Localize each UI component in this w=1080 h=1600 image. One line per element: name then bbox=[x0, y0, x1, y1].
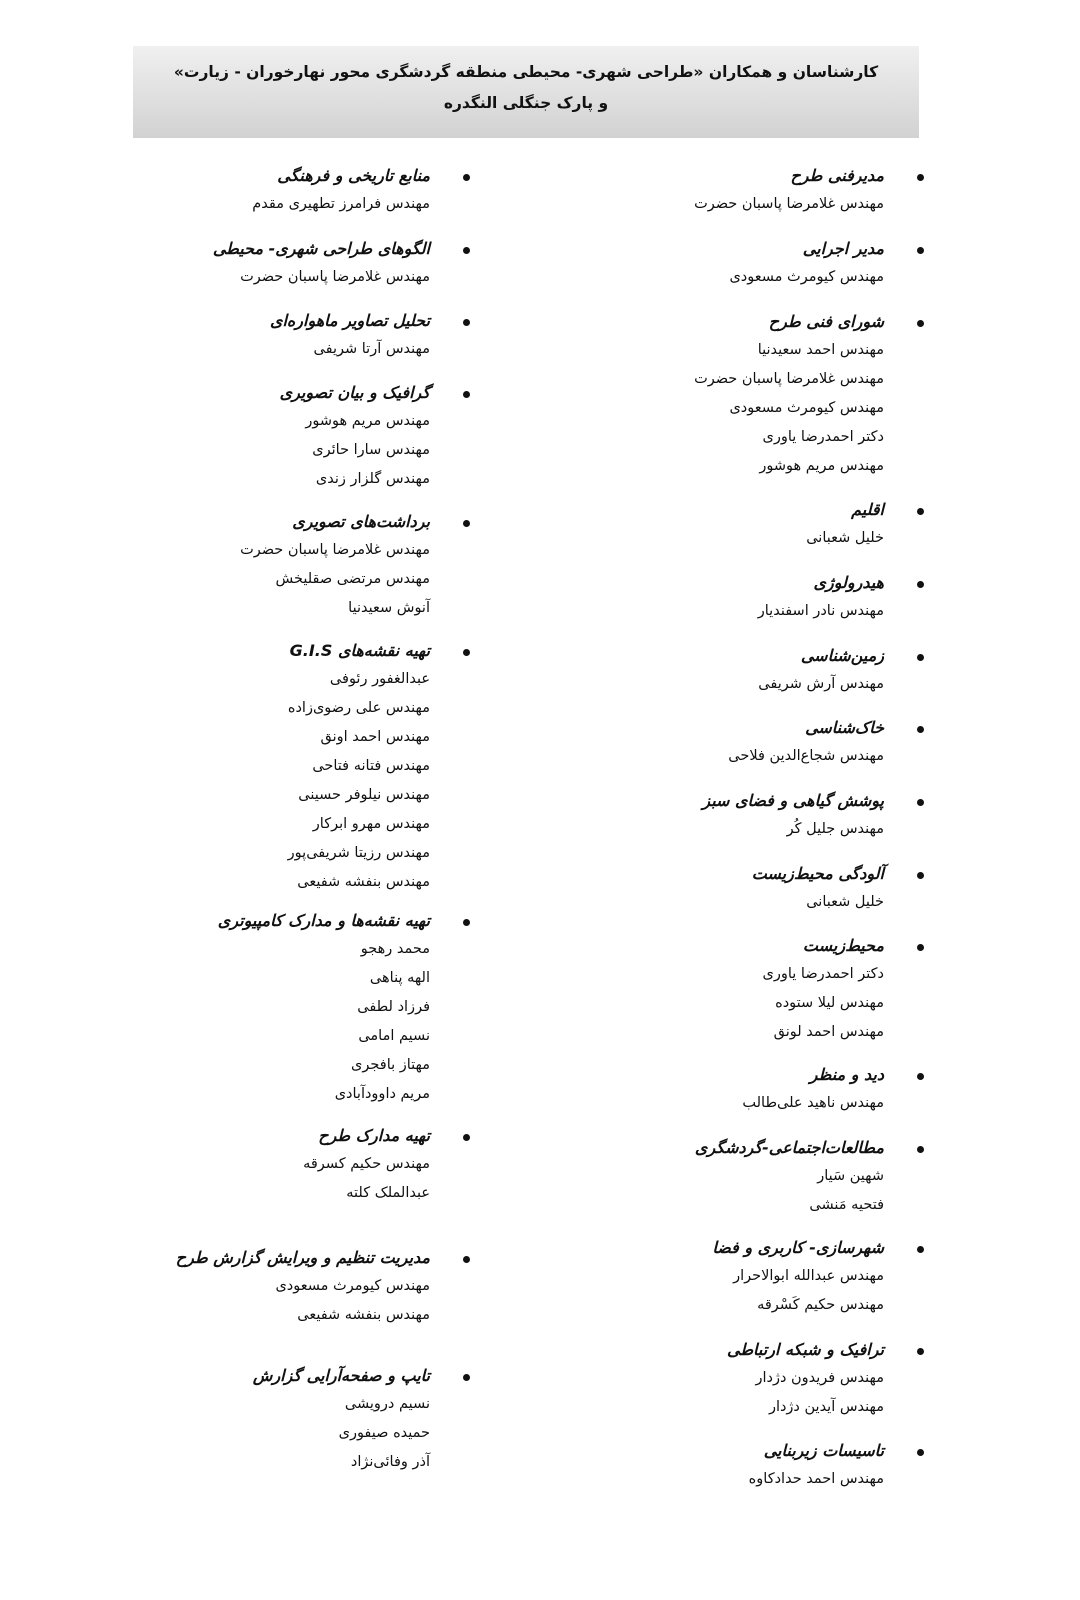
bullet-icon bbox=[917, 1449, 924, 1456]
staff-name: نسیم امامی bbox=[358, 1028, 430, 1044]
staff-name: مهندس علی رضوی‌زاده bbox=[287, 700, 430, 716]
staff-name: مهندس فرامرز تطهیری مقدم bbox=[252, 196, 430, 212]
section-title: شهرسازی- کاربری و فضا bbox=[712, 1238, 884, 1257]
bullet-icon bbox=[917, 320, 924, 327]
section-title: مدیر اجرایی bbox=[802, 239, 884, 258]
staff-name: مهندس غلامرضا پاسبان حضرت bbox=[240, 542, 430, 558]
left-credit-section bbox=[70, 907, 430, 1109]
section-title: الگوهای طراحی شهری- محیطی bbox=[212, 239, 430, 258]
right-credit-section bbox=[554, 714, 884, 771]
bullet-icon bbox=[463, 391, 470, 398]
left-credit-section bbox=[70, 379, 430, 494]
staff-name: عبدالغفور رئوفی bbox=[329, 671, 430, 687]
staff-name: مهندس غلامرضا پاسبان حضرت bbox=[240, 269, 430, 285]
staff-name: مهندس فریدون دژدار bbox=[755, 1370, 884, 1386]
staff-name: مهندس لیلا ستوده bbox=[775, 995, 884, 1011]
staff-name: مهندس آیدین دژدار bbox=[768, 1399, 884, 1415]
left-credit-section bbox=[70, 508, 430, 623]
staff-name: مهندس رزیتا شریفی‌پور bbox=[287, 845, 430, 861]
staff-name: مهندس نیلوفر حسینی bbox=[298, 787, 430, 803]
bullet-icon bbox=[917, 872, 924, 879]
bullet-icon bbox=[917, 1073, 924, 1080]
staff-name: مهتاز بافجری bbox=[351, 1057, 430, 1073]
staff-name: مهندس احمد اونق bbox=[320, 729, 430, 745]
staff-name: مهندس کیومرث مسعودی bbox=[275, 1278, 430, 1294]
section-title: مطالعات‌اجتماعی-گردشگری bbox=[694, 1138, 884, 1157]
staff-name: حمیده صیفوری bbox=[338, 1425, 430, 1441]
bullet-icon bbox=[463, 247, 470, 254]
right-credit-section bbox=[554, 162, 884, 219]
bullet-icon bbox=[463, 1134, 470, 1141]
staff-name: شهین سَیار bbox=[817, 1168, 884, 1184]
staff-name: مهندس احمد لونق bbox=[773, 1024, 884, 1040]
staff-name: مهندس شجاع‌الدین فلاحی bbox=[728, 748, 884, 764]
staff-name: مهندس کیومرث مسعودی bbox=[729, 400, 884, 416]
left-credit-section bbox=[70, 637, 430, 897]
right-credit-section bbox=[554, 787, 884, 844]
report-header bbox=[133, 46, 919, 138]
section-title: آلودگی محیط‌زیست bbox=[751, 864, 884, 883]
left-credit-section bbox=[70, 1362, 430, 1477]
staff-name: نسیم درویشی bbox=[344, 1396, 430, 1412]
right-credit-section bbox=[554, 1061, 884, 1118]
staff-name: عبدالملک کلته bbox=[346, 1185, 430, 1201]
bullet-icon bbox=[463, 1374, 470, 1381]
section-title: برداشت‌های تصویری bbox=[292, 512, 430, 531]
staff-name: مهندس آرش شریفی bbox=[758, 676, 884, 692]
right-credit-section bbox=[554, 308, 884, 481]
right-credit-section bbox=[554, 932, 884, 1047]
staff-name: مهندس غلامرضا پاسبان حضرت bbox=[694, 196, 884, 212]
staff-name: مهندس مریم هوشور bbox=[759, 458, 884, 474]
right-credit-section bbox=[554, 1234, 884, 1320]
bullet-icon bbox=[917, 799, 924, 806]
section-title: زمین‌شناسی bbox=[800, 646, 884, 665]
section-title: محیط‌زیست bbox=[802, 936, 884, 955]
section-title: اقلیم bbox=[851, 500, 884, 519]
section-title: پوشش گیاهی و فضای سبز bbox=[702, 791, 884, 810]
right-credit-section bbox=[554, 1336, 884, 1422]
left-credit-section bbox=[70, 307, 430, 364]
section-title: شورای فنی طرح bbox=[768, 312, 884, 331]
bullet-icon bbox=[463, 174, 470, 181]
bullet-icon bbox=[917, 174, 924, 181]
staff-name: مهندس غلامرضا پاسبان حضرت bbox=[694, 371, 884, 387]
staff-name: مهندس کیومرث مسعودی bbox=[729, 269, 884, 285]
section-title: تهیه نقشه‌های G.I.S bbox=[289, 641, 430, 660]
section-title: تاسیسات زیربنایی bbox=[763, 1441, 884, 1460]
section-title: تهیه مدارک طرح bbox=[318, 1126, 430, 1145]
staff-name: مهندس سارا حائری bbox=[312, 442, 430, 458]
staff-name: خلیل شعبانی bbox=[806, 530, 884, 546]
right-credit-section bbox=[554, 860, 884, 917]
staff-name: مهندس حکیم کسرقه bbox=[303, 1156, 430, 1172]
staff-name: دکتر احمدرضا یاوری bbox=[762, 966, 884, 982]
bullet-icon bbox=[917, 1348, 924, 1355]
staff-name: مهندس مریم هوشور bbox=[305, 413, 430, 429]
staff-name: دکتر احمدرضا یاوری bbox=[762, 429, 884, 445]
staff-name: خلیل شعبانی bbox=[806, 894, 884, 910]
staff-name: مهندس حکیم کَسْرقه bbox=[757, 1297, 884, 1313]
bullet-icon bbox=[917, 654, 924, 661]
staff-name: مهندس احمد سعیدنیا bbox=[757, 342, 884, 358]
bullet-icon bbox=[917, 726, 924, 733]
bullet-icon bbox=[917, 1246, 924, 1253]
staff-name: محمد رهجو bbox=[360, 941, 430, 957]
staff-name: مهندس آرتا شریفی bbox=[313, 341, 430, 357]
section-title: مدیرفنی طرح bbox=[790, 166, 884, 185]
staff-name: فتحیه مَنشی bbox=[809, 1197, 884, 1213]
right-credit-section bbox=[554, 569, 884, 626]
staff-name: آنوش سعیدنیا bbox=[348, 600, 430, 616]
section-title: تهیه نقشه‌ها و مدارک کامپیوتری bbox=[217, 911, 430, 930]
header-title: کارشناسان و همکاران «طراحی شهری- محیطی منطقه گردشگری محور نهارخوران - زیارت» bbox=[173, 63, 879, 81]
bullet-icon bbox=[917, 944, 924, 951]
staff-name: مهندس جلیل کُر bbox=[786, 821, 884, 837]
bullet-icon bbox=[463, 520, 470, 527]
bullet-icon bbox=[917, 581, 924, 588]
staff-name: مهندس مهرو ابرکار bbox=[312, 816, 430, 832]
staff-name: فرزاد لطفی bbox=[357, 999, 430, 1015]
staff-name: مهندس بنفشه شفیعی bbox=[297, 1307, 430, 1323]
staff-name: مهندس ناهید علی‌طالب bbox=[742, 1095, 884, 1111]
left-credit-section bbox=[70, 1244, 430, 1330]
staff-name: مریم داوودآبادی bbox=[334, 1086, 430, 1102]
right-credit-section bbox=[554, 642, 884, 699]
left-credit-section bbox=[70, 162, 430, 219]
staff-name: مهندس نادر اسفندیار bbox=[757, 603, 884, 619]
bullet-icon bbox=[463, 1256, 470, 1263]
staff-name: مهندس مرتضی صقلیخش bbox=[275, 571, 430, 587]
right-credit-section bbox=[554, 235, 884, 292]
left-credit-section bbox=[70, 235, 430, 292]
section-title: مدیریت تنظیم و ویرایش گزارش طرح bbox=[175, 1248, 430, 1267]
staff-name: مهندس احمد حدادکاوه bbox=[748, 1471, 884, 1487]
bullet-icon bbox=[917, 1146, 924, 1153]
section-title: منابع تاریخی و فرهنگی bbox=[277, 166, 430, 185]
left-credit-section bbox=[70, 1122, 430, 1208]
staff-name: مهندس فتانه فتاحی bbox=[312, 758, 430, 774]
staff-name: مهندس بنفشه شفیعی bbox=[297, 874, 430, 890]
right-credit-section bbox=[554, 1134, 884, 1220]
right-credit-section bbox=[554, 1437, 884, 1494]
bullet-icon bbox=[463, 919, 470, 926]
section-title: تایپ و صفحه‌آرایی گزارش bbox=[252, 1366, 430, 1385]
bullet-icon bbox=[917, 508, 924, 515]
section-title: دید و منظر bbox=[809, 1065, 884, 1084]
right-credit-section bbox=[554, 496, 884, 553]
section-title: گرافیک و بیان تصویری bbox=[279, 383, 430, 402]
staff-name: مهندس عبدالله ابوالاحرار bbox=[733, 1268, 884, 1284]
bullet-icon bbox=[463, 649, 470, 656]
section-title: تحلیل تصاویر ماهواره‌ای bbox=[269, 311, 430, 330]
section-title: خاک‌شناسی bbox=[805, 718, 884, 737]
staff-name: الهه پناهی bbox=[369, 970, 430, 986]
bullet-icon bbox=[917, 247, 924, 254]
bullet-icon bbox=[463, 319, 470, 326]
staff-name: مهندس گلزار زندی bbox=[315, 471, 430, 487]
section-title: هیدرولوژی bbox=[813, 573, 884, 592]
staff-name: آذر وفائی‌نژاد bbox=[350, 1454, 430, 1470]
section-title: ترافیک و شبکه ارتباطی bbox=[726, 1340, 884, 1359]
header-subtitle: و پارک جنگلی النگدره bbox=[443, 94, 609, 112]
